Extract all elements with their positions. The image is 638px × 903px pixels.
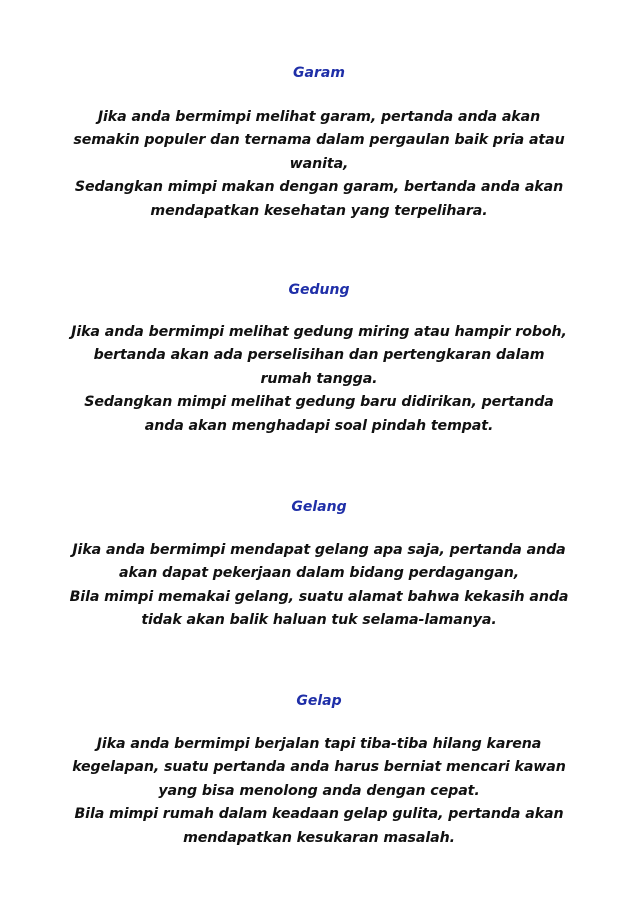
entry-line: akan dapat pekerjaan dalam bidang perdagangan,	[119, 565, 519, 582]
entry-body-garam	[0, 106, 638, 223]
entry-title-gelang: Gelang	[291, 499, 347, 515]
entry-title-gedung: Gedung	[288, 282, 350, 298]
entry-line: bertanda akan ada perselisihan dan pertengkaran dalam	[93, 347, 545, 364]
entry-line: Bila mimpi memakai gelang, suatu alamat bahwa kekasih anda	[69, 588, 569, 605]
entry-body-gelang	[0, 539, 638, 633]
entry-title-garam: Garam	[293, 65, 345, 81]
entry-line: Sedangkan mimpi makan dengan garam, bertanda anda akan	[74, 179, 564, 196]
entry-line: kegelapan, suatu pertanda anda harus berniat mencari kawan	[72, 759, 566, 776]
entry-line: Bila mimpi rumah dalam keadaan gelap gulita, pertanda akan	[74, 806, 564, 823]
entry-line: wanita,	[289, 155, 349, 172]
entry-line: mendapatkan kesehatan yang terpelihara.	[150, 202, 488, 219]
entry-line: rumah tangga.	[260, 370, 378, 387]
entry-line: Jika anda bermimpi berjalan tapi tiba-tiba hilang karena	[96, 736, 542, 752]
entry-line: Jika anda bermimpi melihat gedung miring atau hampir roboh,	[71, 324, 567, 340]
entry-line: anda akan menghadapi soal pindah tempat.	[144, 417, 494, 434]
entry-line: Sedangkan mimpi melihat gedung baru didirikan, pertanda	[84, 394, 554, 411]
entry-line: mendapatkan kesukaran masalah.	[183, 829, 455, 846]
entry-line: tidak akan balik haluan tuk selama-lamanya.	[141, 612, 497, 629]
entry-line: yang bisa menolong anda dengan cepat.	[158, 782, 480, 799]
entry-body-gedung	[0, 321, 638, 438]
entry-line: Jika anda bermimpi melihat garam, pertanda anda akan	[97, 109, 541, 125]
entry-line: semakin populer dan ternama dalam pergaulan baik pria atau	[73, 132, 565, 149]
entry-body-gelap	[0, 733, 638, 850]
entry-title-gelap: Gelap	[296, 693, 342, 709]
entry-line: Jika anda bermimpi mendapat gelang apa saja, pertanda anda	[72, 542, 566, 558]
